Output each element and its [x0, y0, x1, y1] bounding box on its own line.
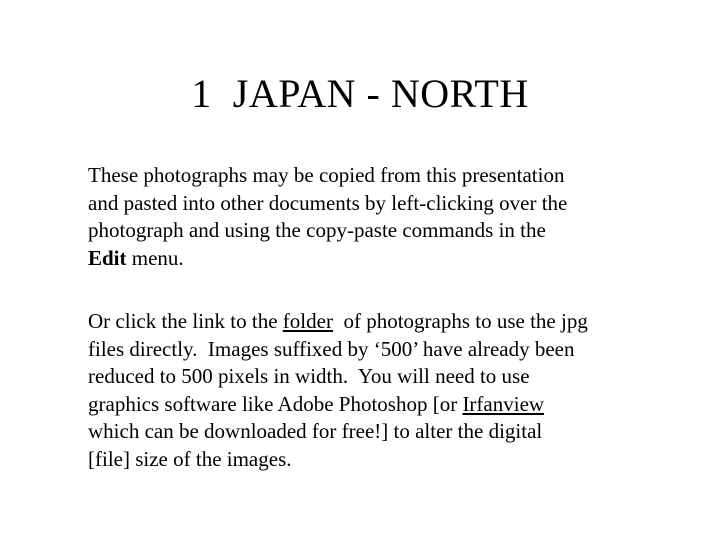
paragraph-text: of photographs to use the jpg [332, 309, 588, 333]
paragraph-text: Or click the link to the [88, 309, 283, 333]
paragraph-line [88, 308, 688, 336]
paragraph-line: [file] size of the images. [88, 446, 292, 471]
paragraph-line: These photographs may be copied from this presentation [88, 163, 565, 187]
irfanview-link[interactable]: Irfanview [462, 391, 545, 416]
paragraph-line: photograph and using the copy-paste commands in the [88, 218, 546, 243]
paragraph-line [88, 391, 688, 419]
slide-title: 1 JAPAN - NORTH [191, 71, 529, 116]
folder-paragraph [88, 308, 688, 474]
paragraph-text: graphics software like Adobe Photoshop [or [88, 391, 463, 416]
instructions-paragraph [88, 162, 688, 272]
paragraph-line: which can be downloaded for free!] to alter the digital [88, 419, 543, 444]
paragraph-line [88, 245, 688, 273]
paragraph-line: files directly. Images suffixed by ‘500’ have already been [88, 336, 575, 361]
edit-menu-name: Edit [88, 245, 127, 270]
paragraph-text: menu. [126, 245, 184, 270]
paragraph-line: reduced to 500 pixels in width. You will need to use [88, 364, 530, 389]
folder-link[interactable]: folder [282, 309, 333, 333]
paragraph-line: and pasted into other documents by left-clicking over the [88, 190, 568, 215]
